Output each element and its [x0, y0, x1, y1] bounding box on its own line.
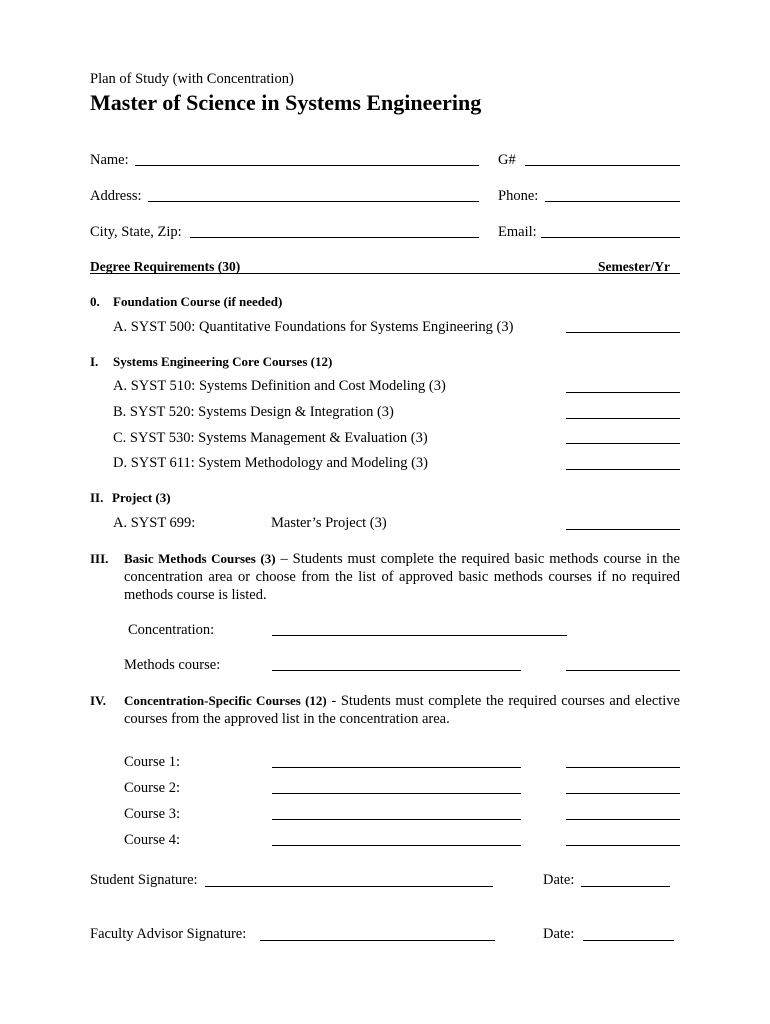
form-title: Master of Science in Systems Engineering — [90, 90, 482, 115]
section-3-number: III. — [90, 551, 109, 566]
student-date-field[interactable] — [581, 886, 670, 887]
section-2-number: II. — [90, 490, 104, 505]
syst-699-name: Master’s Project (3) — [271, 515, 387, 531]
student-signature-field[interactable] — [205, 886, 493, 887]
city-state-zip-field[interactable] — [190, 237, 479, 238]
student-date-label: Date: — [543, 872, 575, 888]
city-state-zip-label: City, State, Zip: — [90, 224, 182, 240]
address-field[interactable] — [148, 201, 479, 202]
semester-yr-heading: Semester/Yr — [598, 259, 670, 274]
course-4-semester-field[interactable] — [566, 845, 680, 846]
course-2-label: Course 2: — [124, 780, 180, 796]
faculty-date-label: Date: — [543, 926, 575, 942]
name-field[interactable] — [135, 165, 479, 166]
section-4-paragraph — [124, 692, 680, 728]
syst-500-semester-field[interactable] — [566, 332, 680, 333]
section-1-number: I. — [90, 354, 99, 369]
section-4-description: - Students must complete the required courses and elective courses from the approved list in the concentration area. — [124, 693, 680, 727]
section-3-title: Basic Methods Courses (3) — [124, 551, 276, 566]
degree-requirements-heading: Degree Requirements (30) — [90, 259, 241, 274]
syst-611-course: D. SYST 611: System Methodology and Modeling (3) — [113, 455, 428, 471]
course-3-label: Course 3: — [124, 806, 180, 822]
concentration-label: Concentration: — [128, 622, 215, 638]
section-4-title: Concentration-Specific Courses (12) — [124, 693, 327, 708]
phone-label: Phone: — [498, 188, 539, 204]
faculty-signature-label: Faculty Advisor Signature: — [90, 926, 247, 942]
course-4-label: Course 4: — [124, 832, 180, 848]
g-number-field[interactable] — [525, 165, 680, 166]
course-1-semester-field[interactable] — [566, 767, 680, 768]
section-3-paragraph — [124, 550, 680, 604]
course-1-label: Course 1: — [124, 754, 180, 770]
course-4-field[interactable] — [272, 845, 521, 846]
email-label: Email: — [498, 224, 537, 240]
syst-510-semester-field[interactable] — [566, 392, 680, 393]
faculty-date-field[interactable] — [583, 940, 674, 941]
syst-699-semester-field[interactable] — [566, 529, 680, 530]
g-number-label: G# — [498, 152, 516, 168]
syst-520-course: B. SYST 520: Systems Design & Integration (3) — [113, 404, 394, 420]
syst-699-code: A. SYST 699: — [113, 515, 196, 531]
methods-course-label: Methods course: — [124, 657, 221, 673]
requirements-rule — [90, 273, 680, 274]
syst-530-semester-field[interactable] — [566, 443, 680, 444]
section-2-title: Project (3) — [112, 490, 171, 505]
section-1-title: Systems Engineering Core Courses (12) — [113, 354, 333, 369]
syst-530-course: C. SYST 530: Systems Management & Evaluation (3) — [113, 430, 428, 446]
syst-611-semester-field[interactable] — [566, 469, 680, 470]
syst-500-course: A. SYST 500: Quantitative Foundations for Systems Engineering (3) — [113, 319, 514, 335]
course-2-semester-field[interactable] — [566, 793, 680, 794]
email-field[interactable] — [541, 237, 680, 238]
form-subtitle: Plan of Study (with Concentration) — [90, 71, 294, 87]
section-4-number: IV. — [90, 693, 107, 708]
methods-course-semester-field[interactable] — [566, 670, 680, 671]
course-2-field[interactable] — [272, 793, 521, 794]
faculty-signature-field[interactable] — [260, 940, 495, 941]
address-label: Address: — [90, 188, 142, 204]
syst-520-semester-field[interactable] — [566, 418, 680, 419]
concentration-field[interactable] — [272, 635, 567, 636]
course-1-field[interactable] — [272, 767, 521, 768]
course-3-field[interactable] — [272, 819, 521, 820]
name-label: Name: — [90, 152, 129, 168]
student-signature-label: Student Signature: — [90, 872, 198, 888]
section-0-number: 0. — [90, 294, 100, 309]
syst-510-course: A. SYST 510: Systems Definition and Cost Modeling (3) — [113, 378, 446, 394]
section-3-description: – Students must complete the required basic methods course in the concentration area or choose from the list of approved basic methods courses if no required methods course is listed. — [124, 551, 680, 603]
section-0-title: Foundation Course (if needed) — [113, 294, 283, 309]
phone-field[interactable] — [545, 201, 680, 202]
methods-course-field[interactable] — [272, 670, 521, 671]
course-3-semester-field[interactable] — [566, 819, 680, 820]
